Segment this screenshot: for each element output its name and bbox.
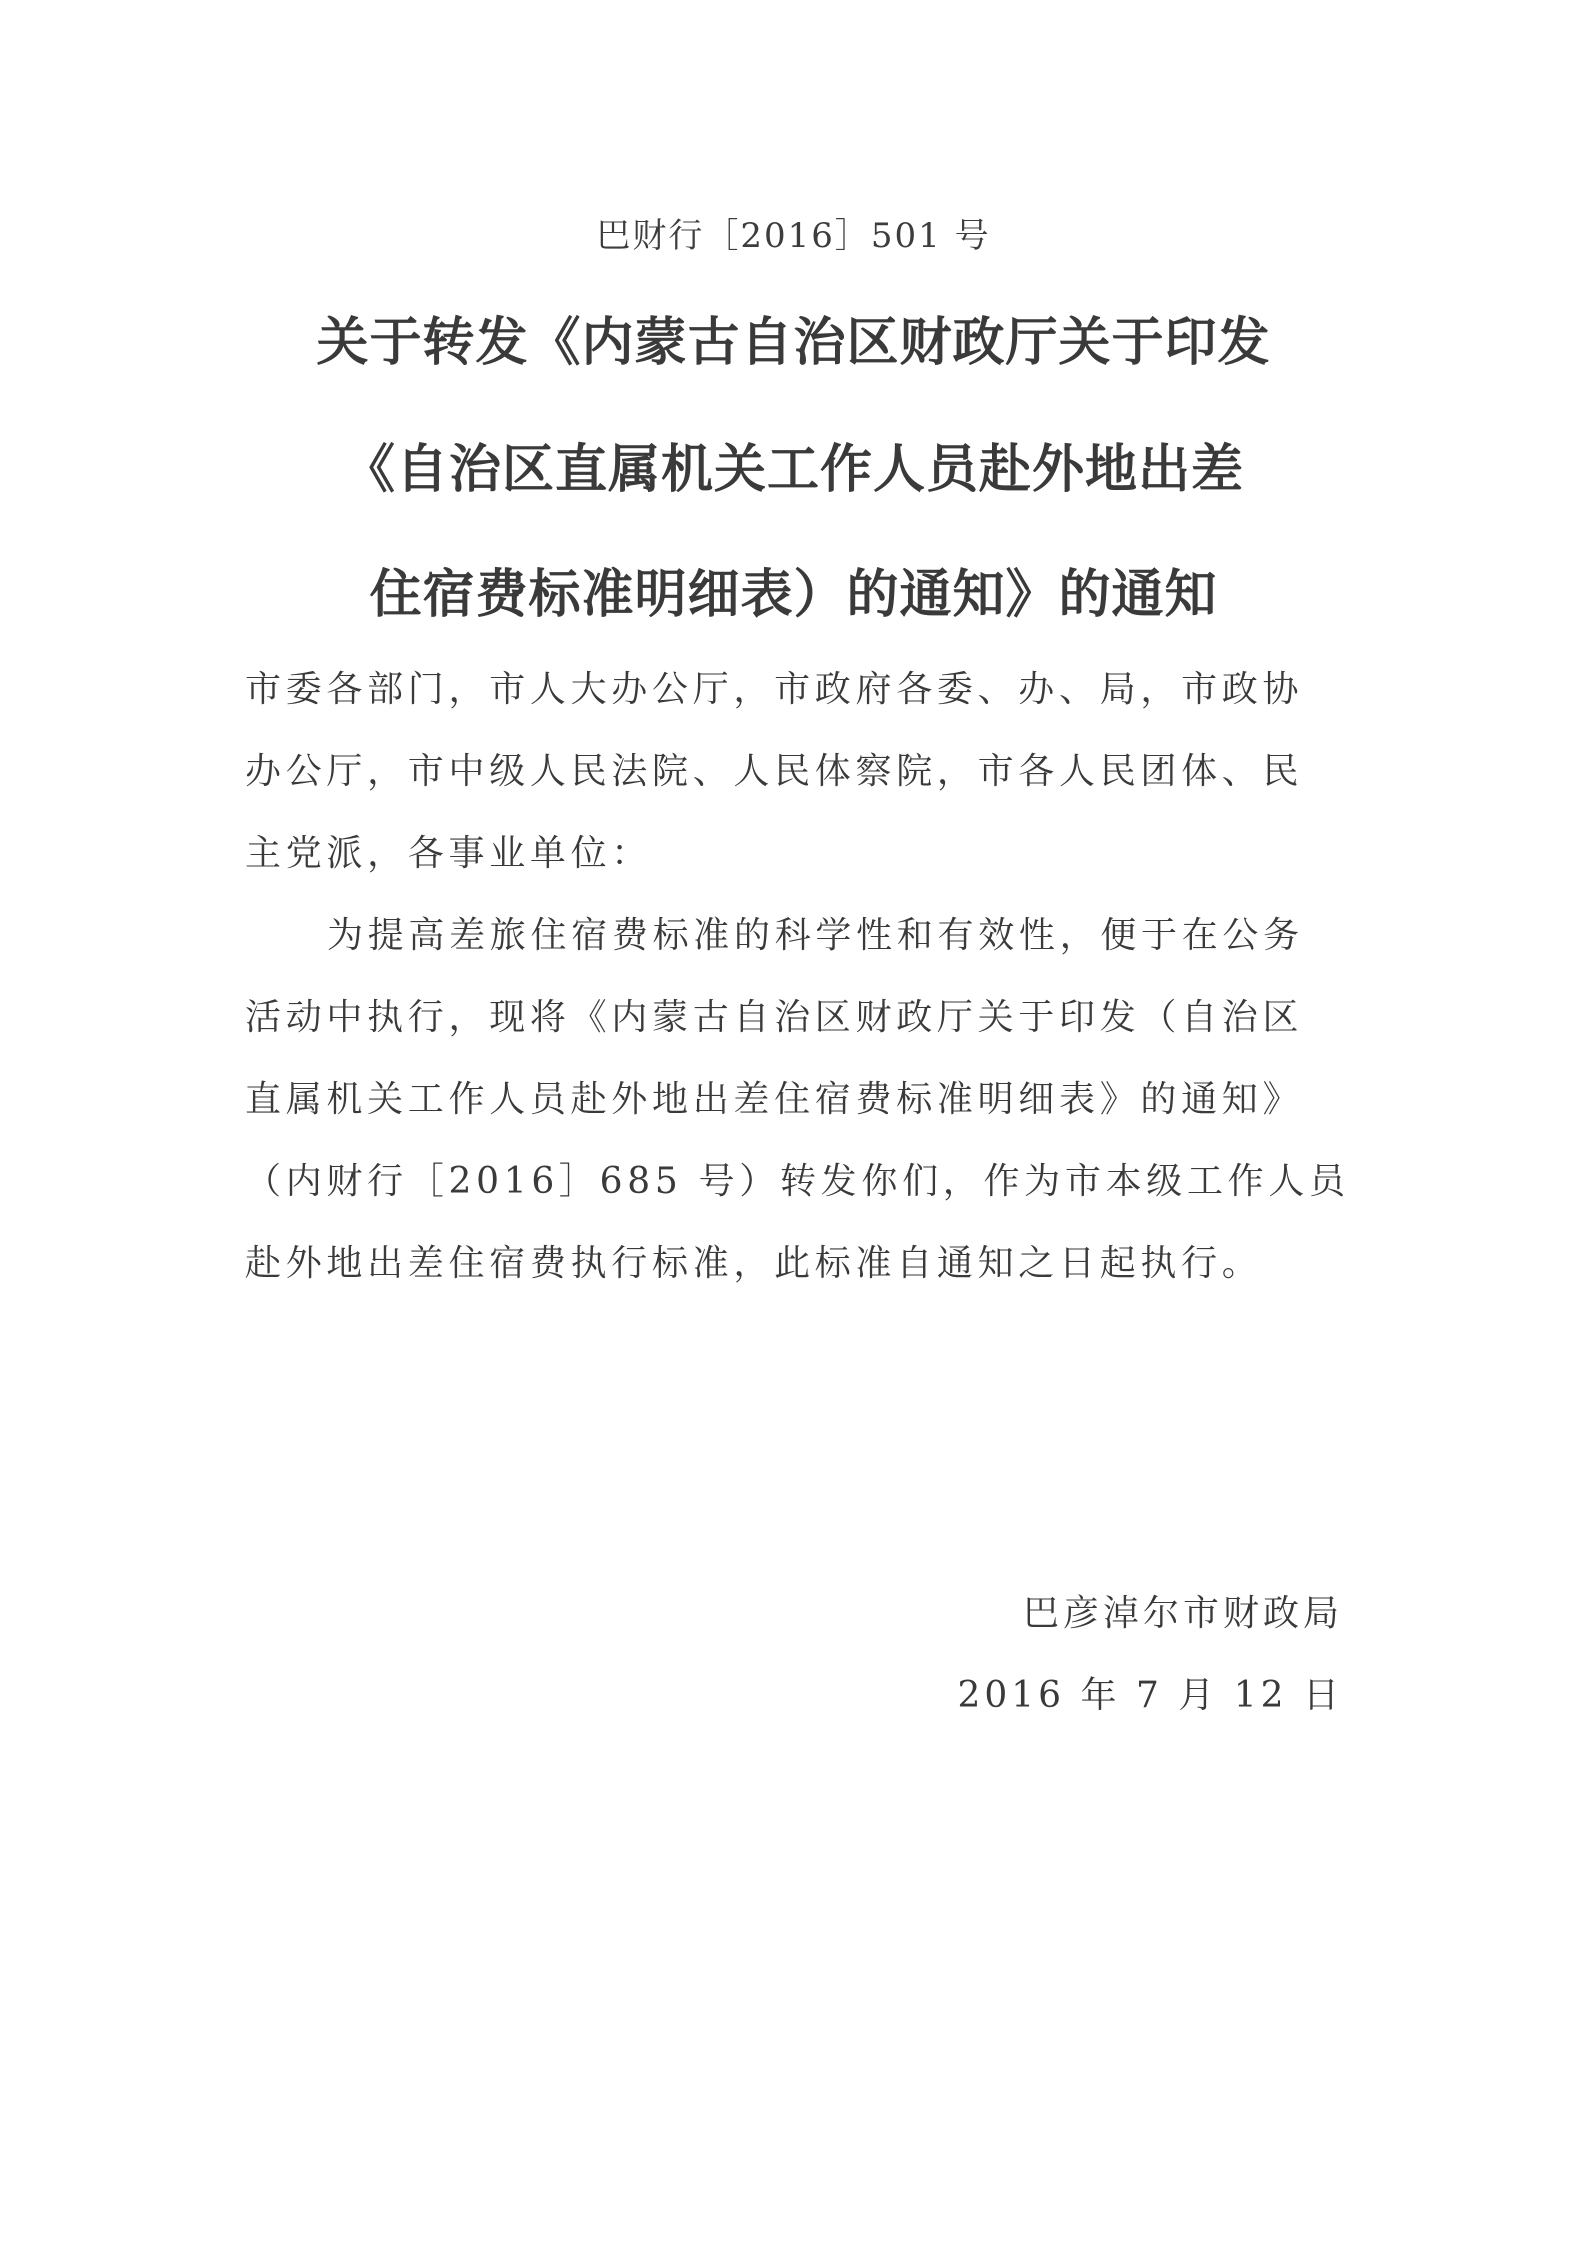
body-line-5: 赴外地出差住宿费执行标准，此标准自通知之日起执行。	[245, 1243, 1263, 1284]
document-number: 巴财行［2016］501 号	[596, 216, 991, 256]
addressee-line-3: 主党派，各事业单位：	[245, 833, 653, 874]
body-line-4: （内财行［2016］685 号）转发你们，作为市本级工作人员	[245, 1161, 1350, 1202]
body-line-2: 活动中执行，现将《内蒙古自治区财政厅关于印发（自治区	[245, 997, 1304, 1038]
issuer-signature: 巴彦淖尔市财政局	[1022, 1593, 1343, 1634]
addressee-line-2: 办公厅，市中级人民法院、人民体察院，市各人民团体、民	[245, 751, 1304, 792]
issue-date: 2016 年 7 月 12 日	[957, 1675, 1343, 1716]
title-line-3: 住宿费标准明细表）的通知》的通知	[369, 565, 1218, 625]
body-line-3: 直属机关工作人员赴外地出差住宿费标准明细表》的通知》	[245, 1079, 1304, 1120]
title-line-2: 《自治区直属机关工作人员赴外地出差	[342, 440, 1244, 500]
body-line-1: 为提高差旅住宿费标准的科学性和有效性，便于在公务	[327, 915, 1304, 956]
addressee-line-1: 市委各部门，市人大办公厅，市政府各委、办、局，市政协	[245, 669, 1304, 710]
title-line-1: 关于转发《内蒙古自治区财政厅关于印发	[316, 313, 1271, 373]
